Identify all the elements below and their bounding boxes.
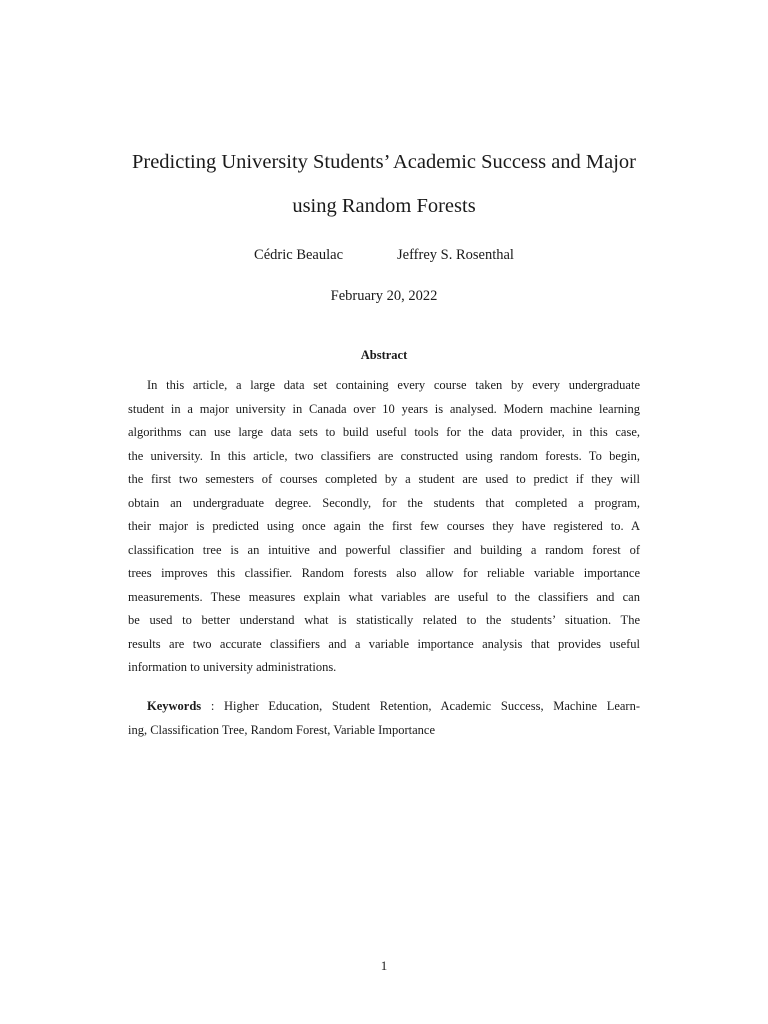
keywords-text: : Higher Education, Student Retention, Academic Success, Machine Learn- [201, 699, 640, 713]
abstract-line: trees improves this classifier. Random forests also allow for reliable variable importance [128, 566, 640, 580]
author-name: Cédric Beaulac [254, 247, 344, 263]
keywords-line-1 [128, 694, 640, 718]
abstract-line: the university. In this article, two classifiers are constructed using random forests. To begin, [128, 448, 640, 463]
page-number: 1 [380, 958, 388, 973]
abstract-line: classification tree is an intuitive and powerful classifier and building a random forest of [128, 542, 640, 557]
keywords-label: Keywords [147, 699, 202, 713]
abstract-body [128, 374, 640, 680]
keywords-line-2: ing, Classification Tree, Random Forest, Variable Importance [128, 722, 436, 737]
author-name: Jeffrey S. Rosenthal [397, 247, 514, 263]
abstract-line: algorithms can use large data sets to build useful tools for the data provider, in this case, [128, 425, 640, 439]
abstract-line: student in a major university in Canada over 10 years is analysed. Modern machine learning [128, 401, 640, 416]
keywords-block [128, 694, 640, 741]
abstract-line: obtain an undergraduate degree. Secondly, for the students that completed a program, [128, 495, 640, 510]
abstract-line: measurements. These measures explain what variables are useful to the classifiers and can [128, 589, 640, 604]
abstract-line: the first two semesters of courses completed by a student are used to predict if they will [128, 472, 640, 486]
paper-title-line-1: Predicting University Students’ Academic Success and Major [131, 151, 637, 173]
author-list [0, 246, 768, 264]
abstract-line: be used to better understand what is statistically related to the students’ situation. The [128, 613, 640, 627]
abstract-line: information to university administrations. [128, 660, 337, 674]
abstract-line: results are two accurate classifiers and a variable importance analysis that provides useful [128, 636, 640, 651]
paper-title-line-2: using Random Forests [292, 195, 476, 217]
abstract-line: In this article, a large data set containing every course taken by every undergraduate [147, 378, 640, 392]
abstract-heading: Abstract [360, 348, 408, 362]
paper-date: February 20, 2022 [330, 288, 438, 304]
abstract-line: their major is predicted using once again the first few courses they have registered to. A [128, 519, 640, 533]
